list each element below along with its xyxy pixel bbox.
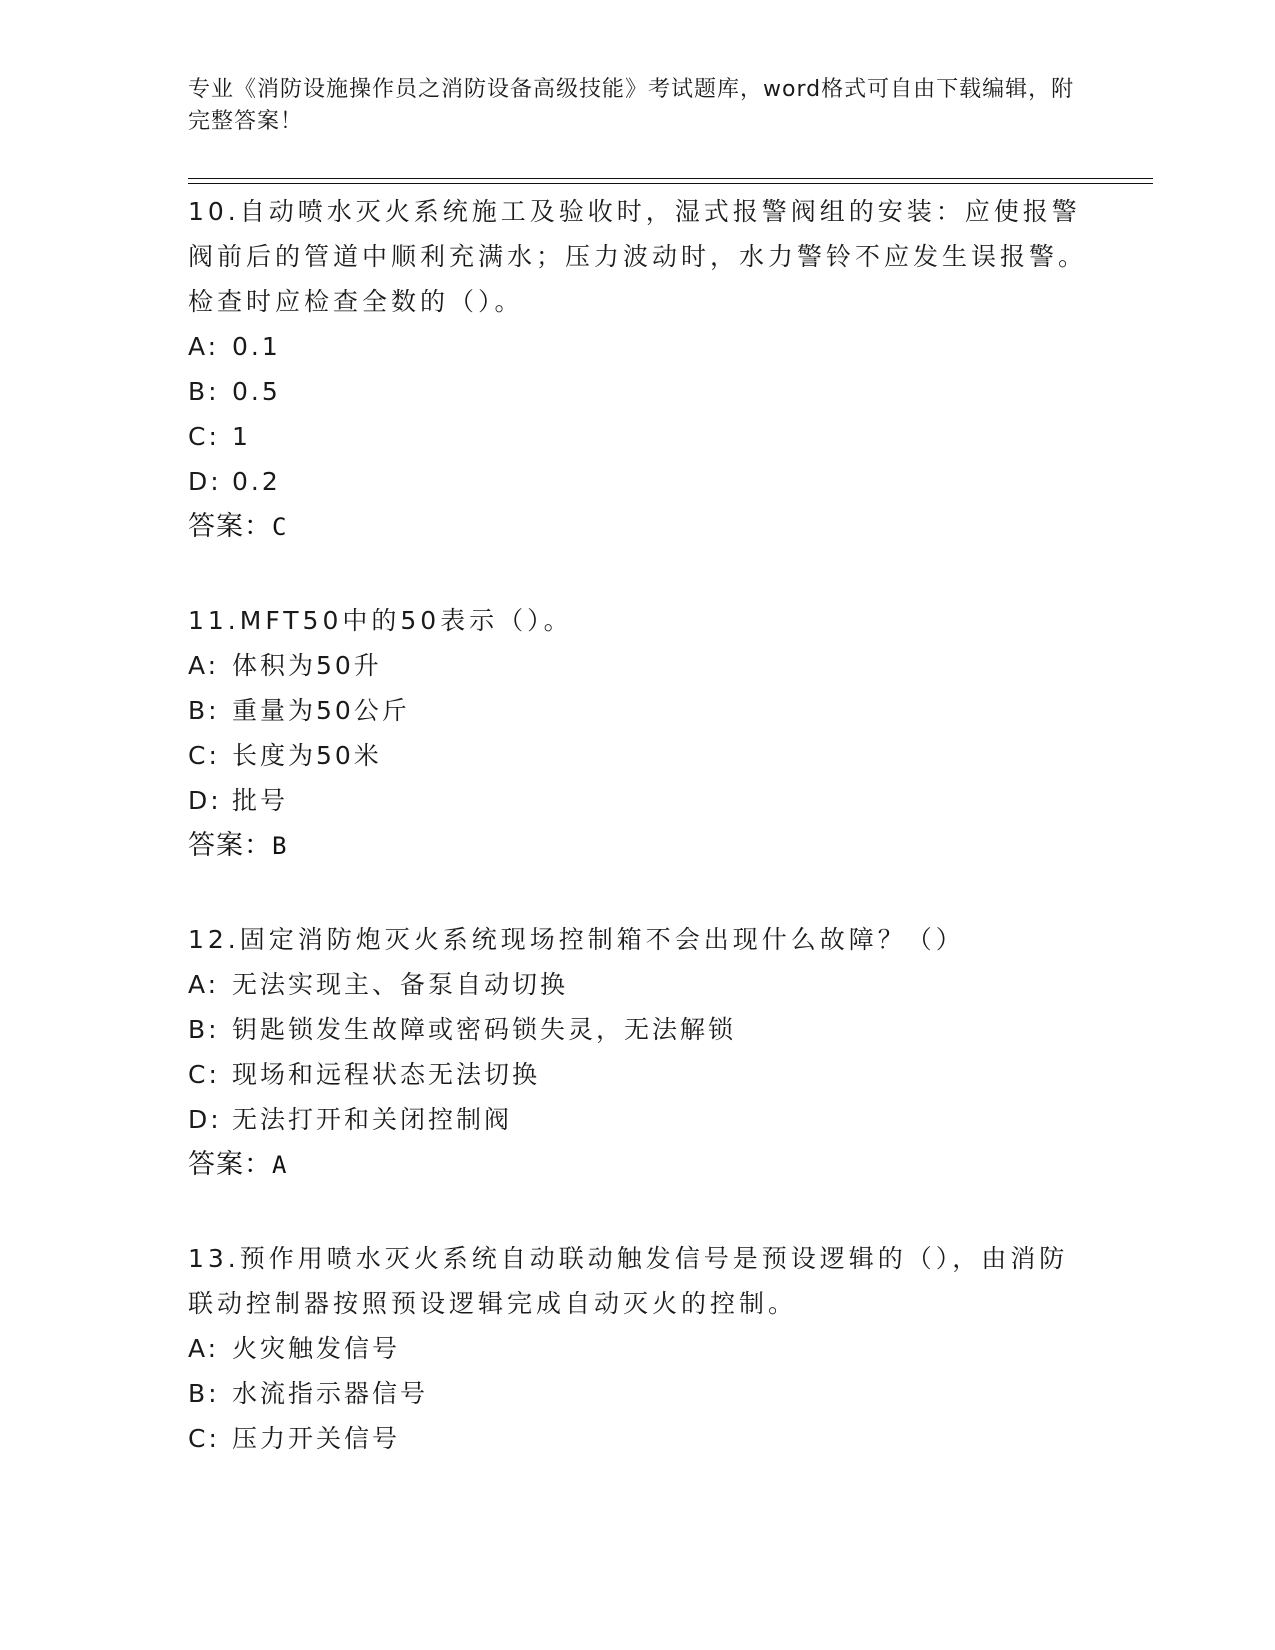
option-a: [188, 643, 1088, 688]
answer-label: 答案：: [188, 511, 272, 542]
option-text: 长度为50米: [232, 741, 382, 770]
option-text: 水流指示器信号: [232, 1379, 429, 1408]
option-text: 无法实现主、备泵自动切换: [232, 970, 569, 999]
option-b: [188, 1371, 1088, 1416]
option-text: 体积为50升: [232, 651, 382, 680]
option-letter: A:: [188, 1334, 220, 1363]
option-letter: D:: [188, 1105, 222, 1134]
question-11: [188, 598, 1088, 869]
option-text: 重量为50公斤: [232, 696, 410, 725]
option-b: [188, 369, 1088, 414]
option-letter: D:: [188, 467, 222, 496]
option-a: [188, 962, 1088, 1007]
option-letter: B:: [188, 377, 220, 406]
question-13: [188, 1236, 1088, 1461]
option-letter: C:: [188, 1424, 220, 1453]
option-letter: C:: [188, 741, 220, 770]
answer-label: 答案：: [188, 1149, 272, 1180]
option-a: [188, 324, 1088, 369]
option-letter: C:: [188, 1060, 220, 1089]
document-header: 专业《消防设施操作员之消防设备高级技能》考试题库，word格式可自由下载编辑，附完整答案！: [188, 77, 1075, 134]
option-letter: C:: [188, 422, 220, 451]
option-letter: B:: [188, 1015, 220, 1044]
answer-label: 答案：: [188, 830, 272, 861]
answer-value: C: [272, 513, 288, 541]
option-c: [188, 1416, 1088, 1461]
option-text: 无法打开和关闭控制阀: [232, 1105, 513, 1134]
option-text: 批号: [232, 786, 289, 815]
option-letter: B:: [188, 696, 220, 725]
option-c: [188, 1052, 1088, 1097]
question-stem: 11.MFT50中的50表示（）。: [188, 606, 573, 635]
header-divider-bottom: [188, 183, 1153, 184]
answer-line: [188, 504, 1088, 550]
option-letter: A:: [188, 970, 220, 999]
question-stem: 10.自动喷水灭火系统施工及验收时，湿式报警阀组的安装：应使报警阀前后的管道中顺利充满水；压力波动时，水力警铃不应发生误报警。检查时应检查全数的（）。: [188, 197, 1088, 316]
option-text: 火灾触发信号: [232, 1334, 401, 1363]
option-letter: B:: [188, 1379, 220, 1408]
option-letter: A:: [188, 332, 220, 361]
option-c: [188, 733, 1088, 778]
answer-value: B: [272, 832, 288, 860]
option-letter: D:: [188, 786, 222, 815]
answer-value: A: [272, 1151, 288, 1179]
option-b: [188, 688, 1088, 733]
option-letter: A:: [188, 651, 220, 680]
option-text: 0.5: [232, 377, 281, 406]
option-d: [188, 1097, 1088, 1142]
option-text: 钥匙锁发生故障或密码锁失灵，无法解锁: [232, 1015, 737, 1044]
header-divider-top: [188, 178, 1153, 179]
option-d: [188, 778, 1088, 823]
option-text: 1: [232, 422, 251, 451]
option-text: 0.1: [232, 332, 281, 361]
question-12: [188, 917, 1088, 1188]
answer-line: [188, 1142, 1088, 1188]
question-stem: 13.预作用喷水灭火系统自动联动触发信号是预设逻辑的（），由消防联动控制器按照预设逻辑完成自动灭火的控制。: [188, 1244, 1069, 1318]
option-a: [188, 1326, 1088, 1371]
option-c: [188, 414, 1088, 459]
question-stem: 12.固定消防炮灭火系统现场控制箱不会出现什么故障？（）: [188, 925, 965, 954]
option-b: [188, 1007, 1088, 1052]
option-text: 压力开关信号: [232, 1424, 401, 1453]
answer-line: [188, 823, 1088, 869]
option-d: [188, 459, 1088, 504]
question-10: [188, 189, 1088, 550]
option-text: 现场和远程状态无法切换: [232, 1060, 541, 1089]
option-text: 0.2: [232, 467, 281, 496]
